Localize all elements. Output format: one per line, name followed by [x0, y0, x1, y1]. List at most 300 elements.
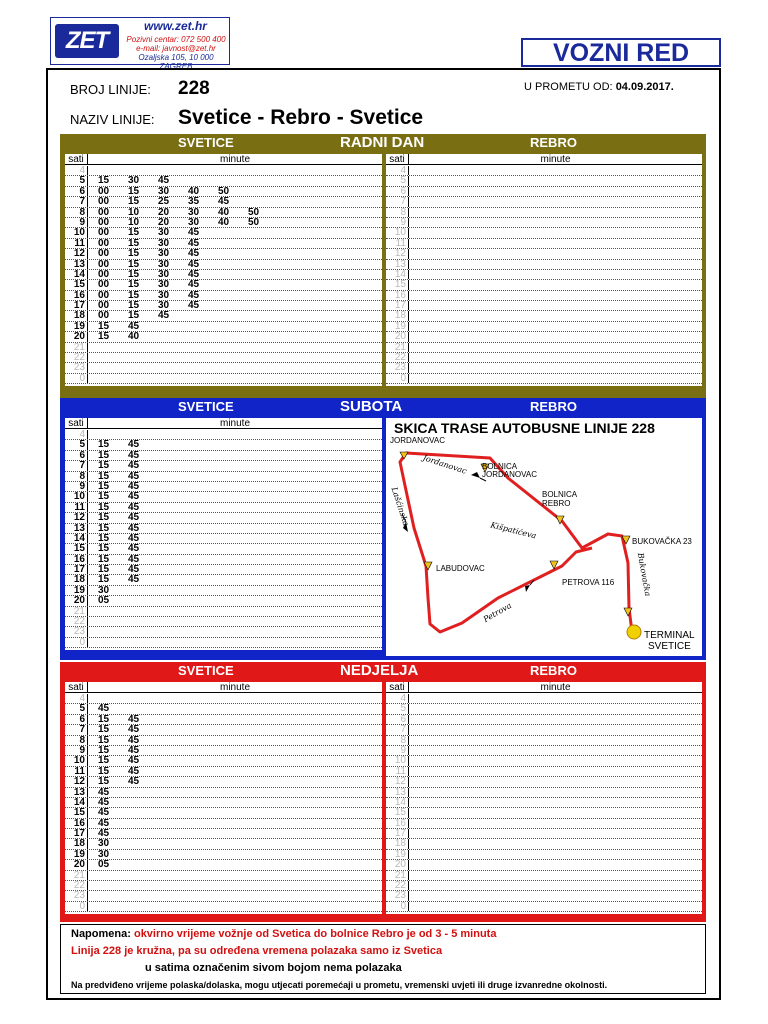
departure-minute: 15 — [98, 713, 110, 725]
timetable-row — [65, 451, 382, 461]
minutes-cell — [87, 829, 382, 838]
departure-minute: 45 — [128, 320, 140, 332]
hour-cell: 14 — [73, 796, 85, 808]
timetable-row — [386, 291, 702, 301]
section-radni-dan — [60, 134, 706, 420]
note-napomena: Napomena: okvirno vrijeme vožnje od Svetica do bolnice Rebro je od 3 - 5 minuta — [71, 928, 497, 940]
street-bukovacka: Bukovačka — [635, 552, 653, 597]
minutes-cell — [87, 311, 382, 320]
departure-minute: 10 — [128, 216, 140, 228]
hour-cell: 19 — [73, 848, 85, 860]
minutes-cell — [408, 756, 702, 765]
minutes-cell — [87, 513, 382, 522]
minutes-cell — [408, 850, 702, 859]
timetable-row — [65, 725, 382, 735]
valid-from: U PROMETU OD: 04.09.2017. — [524, 81, 674, 93]
hour-cell: 16 — [394, 817, 406, 829]
departure-minute: 45 — [128, 553, 140, 565]
route-line — [400, 453, 632, 632]
minutes-cell — [408, 374, 702, 383]
departure-minute: 00 — [98, 289, 110, 301]
line-name: Svetice - Rebro - Svetice — [178, 106, 424, 129]
panel-header — [386, 154, 702, 165]
departure-minute: 50 — [248, 206, 260, 218]
hour-cell: 4 — [400, 165, 406, 176]
departure-minute: 15 — [98, 734, 110, 746]
timetable-row — [65, 819, 382, 829]
timetable-row — [65, 197, 382, 207]
departure-minute: 45 — [188, 289, 200, 301]
departure-minute: 15 — [98, 543, 110, 555]
timetable-row — [386, 777, 702, 787]
minutes-cell — [87, 808, 382, 817]
direction-arrow — [525, 585, 530, 592]
timetable-row — [65, 777, 382, 787]
timetable-row — [386, 767, 702, 777]
departure-minute: 15 — [128, 310, 140, 322]
logo-call-center: Pozivni centar: 072 500 400 — [126, 35, 226, 44]
minutes-cell — [87, 736, 382, 745]
minutes-cell — [87, 322, 382, 331]
minutes-cell — [87, 343, 382, 352]
departure-minute: 15 — [98, 320, 110, 332]
timetable-row — [386, 881, 702, 891]
hour-cell: 21 — [73, 341, 85, 353]
departure-minute: 00 — [98, 196, 110, 208]
timetable-row — [65, 881, 382, 891]
hour-cell: 18 — [73, 310, 85, 322]
hour-cell: 5 — [79, 703, 85, 715]
departure-minute: 45 — [128, 734, 140, 746]
hour-cell: 4 — [79, 165, 85, 176]
minutes-cell — [87, 492, 382, 501]
hour-cell: 4 — [400, 693, 406, 704]
hour-cell: 9 — [79, 744, 85, 756]
departure-minute: 45 — [128, 512, 140, 524]
hour-cell: 13 — [394, 786, 406, 798]
hour-cell: 0 — [79, 900, 85, 912]
minutes-cell — [87, 788, 382, 797]
departure-minute: 30 — [188, 206, 200, 218]
minutes-cell — [408, 725, 702, 734]
departure-minute: 45 — [188, 227, 200, 239]
minutes-cell — [408, 871, 702, 880]
hour-cell: 22 — [394, 352, 406, 364]
section-header-bar — [60, 398, 706, 415]
hour-cell: 5 — [400, 703, 406, 715]
hour-cell: 9 — [79, 216, 85, 228]
departure-minute: 00 — [98, 237, 110, 249]
minutes-cell — [87, 208, 382, 217]
hour-cell: 20 — [73, 595, 85, 607]
minutes-cell — [408, 881, 702, 890]
minutes-cell — [87, 565, 382, 574]
minutes-cell — [87, 617, 382, 626]
departure-minute: 45 — [218, 196, 230, 208]
minutes-cell — [87, 575, 382, 584]
departure-minute: 00 — [98, 310, 110, 322]
departure-minute: 00 — [98, 216, 110, 228]
minutes-cell — [87, 694, 382, 703]
hour-cell: 15 — [394, 807, 406, 819]
departure-minute: 20 — [158, 206, 170, 218]
hour-cell: 10 — [73, 227, 85, 239]
hour-cell: 6 — [79, 713, 85, 725]
departure-minute: 15 — [98, 522, 110, 534]
zet-logo-mark: ZET — [55, 24, 119, 58]
direction-rebro: REBRO — [530, 399, 577, 414]
departure-minute: 40 — [128, 331, 140, 343]
timetable-row — [386, 353, 702, 363]
hour-cell: 19 — [73, 584, 85, 596]
hour-cell: 19 — [73, 320, 85, 332]
timetable-row — [386, 218, 702, 228]
hour-cell: 9 — [400, 744, 406, 756]
minutes-cell — [87, 218, 382, 227]
hour-cell: 22 — [394, 880, 406, 892]
timetable-row — [65, 374, 382, 384]
timetable-row — [65, 555, 382, 565]
minutes-cell — [408, 363, 702, 372]
departure-minute: 30 — [98, 848, 110, 860]
minutes-cell — [408, 311, 702, 320]
timetable-row — [65, 291, 382, 301]
departure-minute: 45 — [128, 480, 140, 492]
stop-bukovacka: BUKOVAČKA 23 — [632, 537, 692, 546]
timetable-row — [65, 860, 382, 870]
hour-cell: 23 — [394, 890, 406, 902]
hour-cell: 16 — [73, 817, 85, 829]
departure-minute: 15 — [128, 196, 140, 208]
minutes-cell — [87, 704, 382, 713]
timetable-panel-svetice — [65, 682, 382, 914]
minutes-cell — [87, 249, 382, 258]
timetable-row — [65, 704, 382, 714]
timetable-row — [65, 280, 382, 290]
hour-cell: 7 — [79, 196, 85, 208]
departure-minute: 30 — [98, 838, 110, 850]
timetable-row — [386, 280, 702, 290]
column-sati: sati — [68, 154, 84, 165]
street-jordanovac: Jordanovac — [421, 453, 468, 476]
departure-minute: 45 — [128, 470, 140, 482]
line-number: 228 — [178, 78, 210, 99]
hour-cell: 17 — [394, 300, 406, 312]
hour-cell: 0 — [79, 372, 85, 384]
timetable-row — [65, 311, 382, 321]
direction-rebro: REBRO — [530, 135, 577, 150]
departure-minute: 00 — [98, 279, 110, 291]
notes-box — [60, 924, 706, 994]
minutes-cell — [408, 715, 702, 724]
note-sivo: u satima označenim sivom bojom nema polazaka — [145, 962, 402, 974]
hour-cell: 17 — [73, 828, 85, 840]
timetable-row — [386, 725, 702, 735]
timetable-row — [65, 218, 382, 228]
hour-cell: 0 — [400, 900, 406, 912]
minutes-cell — [87, 280, 382, 289]
minutes-cell — [87, 440, 382, 449]
timetable-row — [386, 176, 702, 186]
departure-minute: 15 — [98, 574, 110, 586]
hour-cell: 17 — [73, 300, 85, 312]
timetable-row — [386, 270, 702, 280]
timetable-row — [386, 798, 702, 808]
departure-minute: 30 — [158, 268, 170, 280]
minutes-cell — [408, 332, 702, 341]
departure-minute: 45 — [128, 744, 140, 756]
hour-cell: 23 — [73, 626, 85, 638]
timetable-row — [65, 829, 382, 839]
departure-minute: 30 — [158, 248, 170, 260]
column-minute: minute — [408, 682, 702, 693]
minutes-cell — [408, 860, 702, 869]
hour-cell: 22 — [73, 616, 85, 628]
departure-minute: 20 — [158, 216, 170, 228]
column-minute: minute — [408, 154, 702, 165]
departure-minute: 40 — [218, 206, 230, 218]
departure-minute: 40 — [218, 216, 230, 228]
minutes-cell — [87, 472, 382, 481]
timetable-row — [65, 607, 382, 617]
hour-cell: 6 — [79, 185, 85, 197]
departure-minute: 30 — [158, 279, 170, 291]
minutes-cell — [87, 860, 382, 869]
hour-cell: 6 — [400, 713, 406, 725]
hour-cell: 16 — [394, 289, 406, 301]
panel-header — [65, 154, 382, 165]
minutes-cell — [408, 280, 702, 289]
departure-minute: 30 — [98, 584, 110, 596]
departure-minute: 15 — [98, 755, 110, 767]
timetable-row — [65, 565, 382, 575]
hour-cell: 5 — [400, 175, 406, 187]
panel-header — [386, 682, 702, 693]
minutes-cell — [408, 746, 702, 755]
section-header-bar — [60, 662, 706, 679]
timetable-row — [65, 363, 382, 373]
departure-minute: 15 — [98, 175, 110, 187]
departure-minute: 00 — [98, 258, 110, 270]
departure-minute: 05 — [98, 595, 110, 607]
timetable-panel-svetice — [65, 418, 382, 650]
minutes-cell — [87, 555, 382, 564]
minutes-cell — [87, 451, 382, 460]
timetable-row — [386, 694, 702, 704]
departure-minute: 45 — [98, 817, 110, 829]
timetable-row — [386, 788, 702, 798]
minutes-cell — [87, 260, 382, 269]
minutes-cell — [408, 301, 702, 310]
departure-minute: 15 — [98, 449, 110, 461]
timetable-row — [386, 756, 702, 766]
column-minute: minute — [87, 682, 382, 693]
timetable-row — [65, 461, 382, 471]
hour-cell: 14 — [394, 796, 406, 808]
hour-cell: 9 — [400, 216, 406, 228]
departure-minute: 40 — [188, 185, 200, 197]
departure-minute: 30 — [158, 289, 170, 301]
hour-cell: 23 — [73, 890, 85, 902]
minutes-cell — [87, 627, 382, 636]
logo-url[interactable]: www.zet.hr — [144, 19, 207, 33]
departure-minute: 45 — [98, 807, 110, 819]
logo-email: e-mail: javnost@zet.hr — [136, 44, 216, 53]
minutes-cell — [408, 166, 702, 175]
minutes-cell — [408, 208, 702, 217]
minutes-cell — [87, 839, 382, 848]
departure-minute: 15 — [98, 776, 110, 788]
departure-minute: 45 — [158, 310, 170, 322]
minutes-cell — [408, 187, 702, 196]
hour-cell: 15 — [394, 279, 406, 291]
hour-cell: 4 — [79, 429, 85, 440]
timetable-row — [386, 839, 702, 849]
panel-header — [65, 418, 382, 429]
street-kispaticeva: Kišpatićeva — [489, 520, 538, 541]
day-type: SUBOTA — [340, 398, 403, 415]
departure-minute: 15 — [128, 237, 140, 249]
departure-minute: 45 — [98, 703, 110, 715]
departure-minute: 15 — [98, 553, 110, 565]
departure-minute: 00 — [98, 248, 110, 260]
hour-cell: 7 — [400, 196, 406, 208]
departure-minute: 45 — [128, 543, 140, 555]
departure-minute: 45 — [128, 532, 140, 544]
departure-minute: 45 — [188, 248, 200, 260]
column-minute: minute — [87, 154, 382, 165]
departure-minute: 15 — [128, 258, 140, 270]
timetable-row — [386, 249, 702, 259]
hour-cell: 17 — [73, 564, 85, 576]
hour-cell: 21 — [73, 605, 85, 617]
note-kruzna: Linija 228 je kružna, pa su određena vremena polazaka samo iz Svetica — [71, 945, 443, 957]
departure-minute: 15 — [98, 491, 110, 503]
street-petrova: Petrova — [481, 600, 514, 625]
timetable-row — [65, 482, 382, 492]
hour-cell: 13 — [73, 258, 85, 270]
minutes-cell — [87, 881, 382, 890]
departure-minute: 15 — [98, 724, 110, 736]
hour-cell: 15 — [73, 807, 85, 819]
departure-minute: 15 — [128, 227, 140, 239]
timetable-row — [65, 270, 382, 280]
hour-cell: 18 — [394, 838, 406, 850]
stop-bolnica-rebro-2: REBRO — [542, 499, 571, 508]
timetable-row — [386, 902, 702, 912]
minutes-cell — [87, 596, 382, 605]
day-type: RADNI DAN — [340, 134, 425, 151]
direction-rebro: REBRO — [530, 663, 577, 678]
timetable-row — [65, 301, 382, 311]
minutes-cell — [87, 715, 382, 724]
note-disclaimer: Na predviđeno vrijeme polaska/dolaska, mogu utjecati poremećaji u prometu, vremenski uvjeti ili druge izvanredne okolnosti. — [71, 980, 608, 990]
departure-minute: 45 — [128, 574, 140, 586]
stop-labudovac: LABUDOVAC — [436, 564, 485, 573]
departure-minute: 15 — [98, 501, 110, 513]
minutes-cell — [87, 725, 382, 734]
timetable-row — [65, 332, 382, 342]
street-lasicka: Lašćinska — [389, 486, 411, 527]
panel-header — [65, 682, 382, 693]
departure-minute: 00 — [98, 185, 110, 197]
timetable-row — [65, 575, 382, 585]
hour-cell: 18 — [394, 310, 406, 322]
minutes-cell — [408, 704, 702, 713]
minutes-cell — [408, 322, 702, 331]
departure-minute: 45 — [128, 522, 140, 534]
hour-cell: 20 — [394, 859, 406, 871]
hour-cell: 6 — [400, 185, 406, 197]
hour-cell: 12 — [394, 776, 406, 788]
hour-cell: 18 — [73, 838, 85, 850]
departure-minute: 50 — [248, 216, 260, 228]
timetable-row — [65, 871, 382, 881]
departure-minute: 45 — [98, 796, 110, 808]
line-name-label: NAZIV LINIJE: — [70, 112, 155, 127]
departure-minute: 15 — [98, 331, 110, 343]
hour-cell: 0 — [400, 372, 406, 384]
minutes-cell — [408, 736, 702, 745]
timetable-row — [386, 228, 702, 238]
departure-minute: 00 — [98, 227, 110, 239]
departure-minute: 45 — [128, 713, 140, 725]
minutes-cell — [87, 374, 382, 383]
minutes-cell — [87, 332, 382, 341]
hour-cell: 8 — [400, 734, 406, 746]
timetable-row — [386, 850, 702, 860]
timetable-row — [386, 332, 702, 342]
departure-minute: 30 — [158, 185, 170, 197]
column-sati: sati — [68, 682, 84, 693]
hour-cell: 22 — [73, 352, 85, 364]
timetable-row — [386, 301, 702, 311]
departure-minute: 15 — [98, 765, 110, 777]
minutes-cell — [87, 270, 382, 279]
minutes-cell — [408, 819, 702, 828]
departure-minute: 45 — [188, 258, 200, 270]
departure-minute: 30 — [158, 227, 170, 239]
terminal-marker — [627, 625, 641, 639]
timetable-row — [65, 715, 382, 725]
hour-cell: 21 — [394, 341, 406, 353]
departure-minute: 15 — [98, 512, 110, 524]
departure-minute: 45 — [128, 765, 140, 777]
minutes-cell — [87, 756, 382, 765]
hour-cell: 12 — [73, 512, 85, 524]
timetable-row — [65, 746, 382, 756]
departure-minute: 45 — [128, 564, 140, 576]
hour-cell: 18 — [73, 574, 85, 586]
minutes-cell — [87, 430, 382, 439]
column-sati: sati — [389, 154, 405, 165]
hour-cell: 7 — [79, 460, 85, 472]
hour-cell: 5 — [79, 175, 85, 187]
minutes-cell — [87, 301, 382, 310]
hour-cell: 10 — [394, 227, 406, 239]
minutes-cell — [87, 197, 382, 206]
minutes-cell — [87, 503, 382, 512]
departure-minute: 45 — [188, 268, 200, 280]
hour-cell: 10 — [73, 755, 85, 767]
hour-cell: 23 — [394, 362, 406, 374]
timetable-row — [65, 767, 382, 777]
timetable-row — [386, 715, 702, 725]
departure-minute: 45 — [128, 491, 140, 503]
hour-cell: 11 — [395, 237, 406, 249]
hour-cell: 22 — [73, 880, 85, 892]
minutes-cell — [87, 353, 382, 362]
